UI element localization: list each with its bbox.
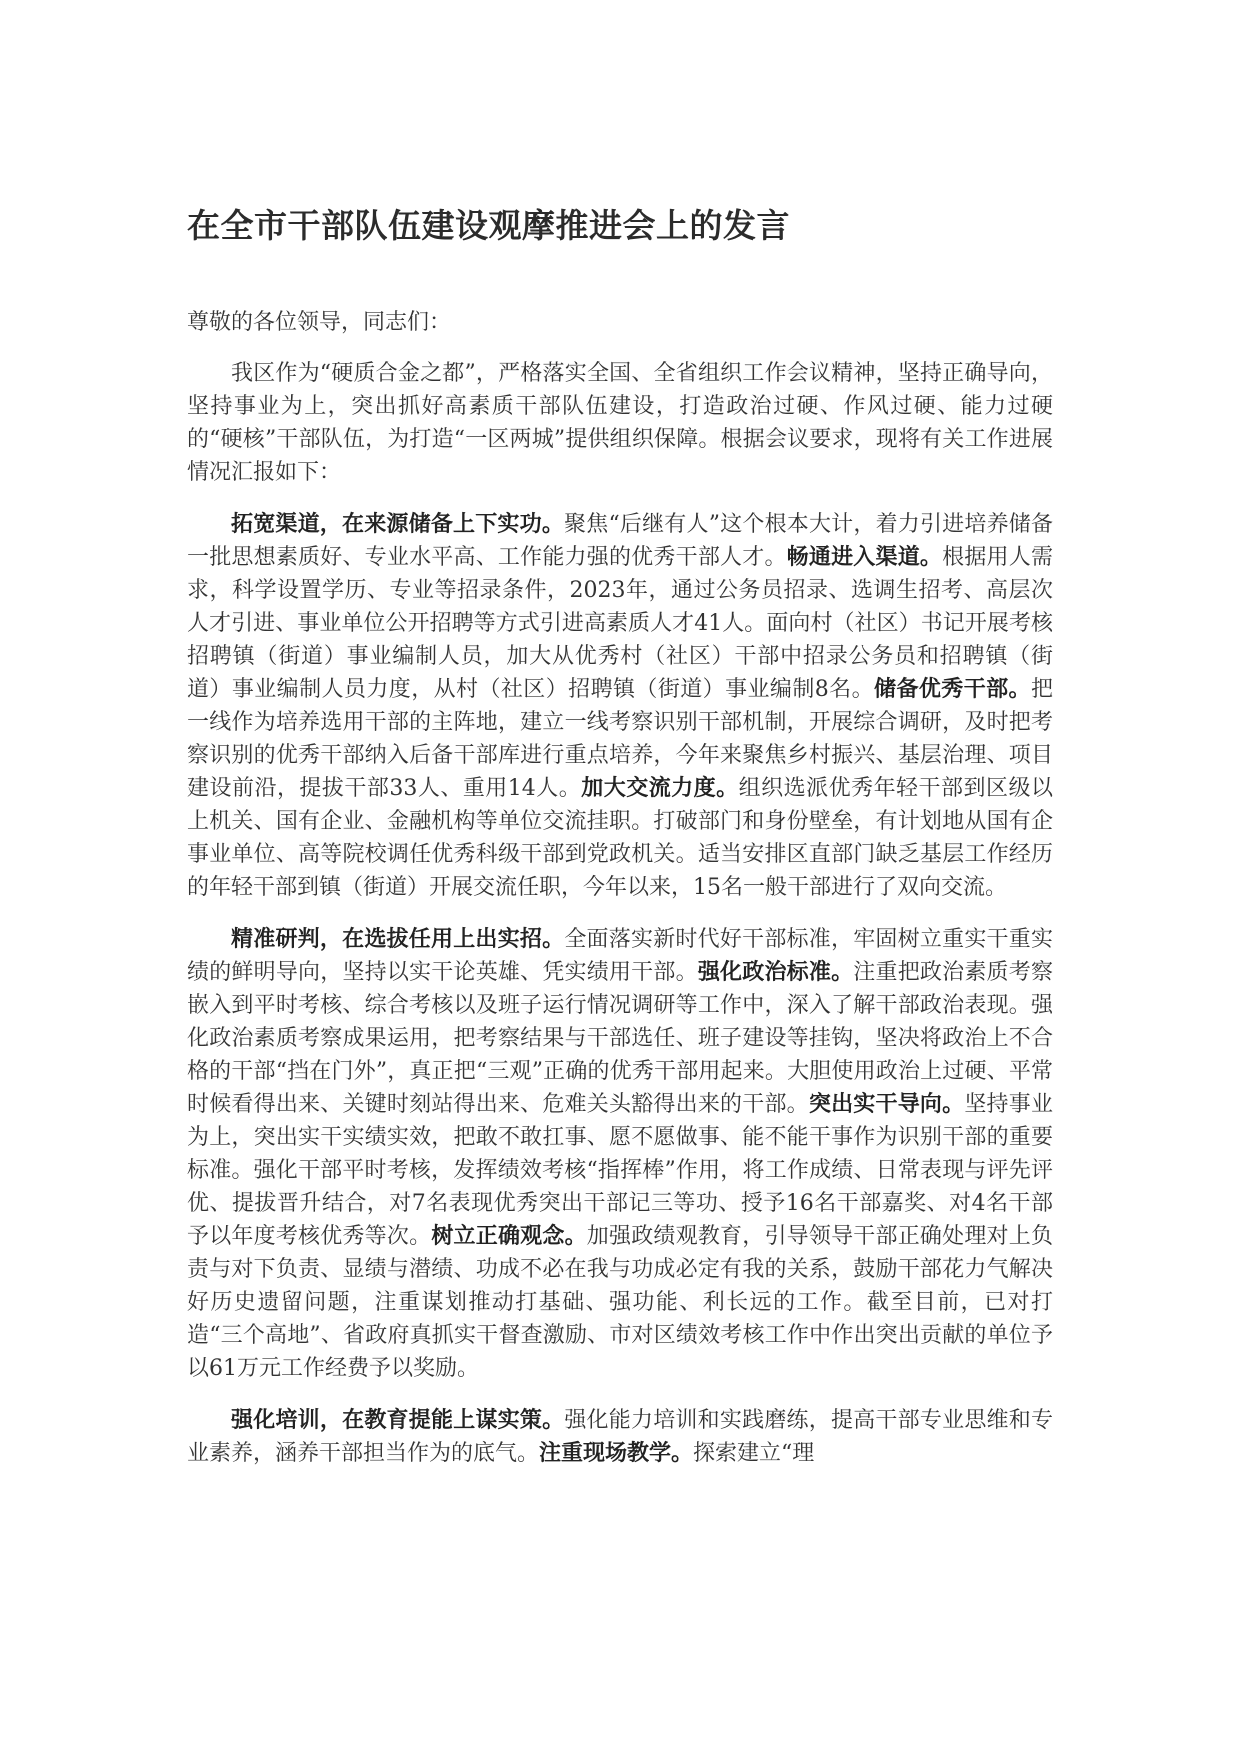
document-body — [187, 306, 1053, 1489]
section-paragraph-2 — [187, 923, 1053, 1385]
section-paragraph-3 — [187, 1404, 1053, 1470]
salutation: 尊敬的各位领导，同志们： — [187, 310, 452, 335]
point-heading: 加大交流力度。 — [581, 776, 739, 801]
point-heading: 储备优秀干部。 — [874, 677, 1031, 702]
section-lead: 聚焦“后继有人”这个根本大计，着力引进培养储备一批思想素质好、专业水平高、工作能力强的优秀干部人才。 — [187, 512, 1053, 570]
point-text: 探索建立“理 — [693, 1441, 815, 1466]
point-heading: 强化政治标准。 — [697, 960, 854, 985]
point-heading: 注重现场教学。 — [539, 1441, 694, 1466]
point-text: 注重把政治素质考察嵌入到平时考核、综合考核以及班子运行情况调研等工作中，深入了解干部政治表现。强化政治素质考察成果运用，把考察结果与干部选任、班子建设等挂钩，坚决将政治上不合格的干部“挡在门外”，真正把“三观”正确的优秀干部用起来。大胆使用政治上过硬、平常时候看得出来、关键时刻站得出来、危难关头豁得出来的干部。 — [187, 960, 1053, 1117]
intro-paragraph: 我区作为“硬质合金之都”，严格落实全国、全省组织工作会议精神，坚持正确导向，坚持事业为上，突出抓好高素质干部队伍建设，打造政治过硬、作风过硬、能力过硬的“硬核”干部队伍，为打造“一区两城”提供组织保障。根据会议要求，现将有关工作进展情况汇报如下： — [187, 361, 1053, 485]
section-heading: 拓宽渠道，在来源储备上下实功。 — [231, 512, 565, 537]
point-heading: 畅通进入渠道。 — [786, 545, 943, 570]
point-text: 把一线作为培养选用干部的主阵地，建立一线考察识别干部机制，开展综合调研，及时把考察识别的优秀干部纳入后备干部库进行重点培养，今年来聚焦乡村振兴、基层治理、项目建设前沿，提拔干部33人、重用14人。 — [187, 677, 1053, 801]
section-lead: 全面落实新时代好干部标准，牢固树立重实干重实绩的鲜明导向，坚持以实干论英雄、凭实绩用干部。 — [187, 927, 1053, 985]
section-paragraph-1 — [187, 508, 1053, 904]
point-text: 坚持事业为上，突出实干实绩实效，把敢不敢扛事、愿不愿做事、能不能干事作为识别干部的重要标准。强化干部平时考核，发挥绩效考核“指挥棒”作用，将工作成绩、日常表现与评先评优、提拔晋升结合，对7名表现优秀突出干部记三等功、授予16名干部嘉奖、对4名干部予以年度考核优秀等次。 — [187, 1092, 1053, 1249]
point-text: 组织选派优秀年轻干部到区级以上机关、国有企业、金融机构等单位交流挂职。打破部门和身份壁垒，有计划地从国有企事业单位、高等院校调任优秀科级干部到党政机关。适当安排区直部门缺乏基层工作经历的年轻干部到镇（街道）开展交流任职，今年以来，15名一般干部进行了双向交流。 — [187, 776, 1053, 900]
section-heading: 精准研判，在选拔任用上出实招。 — [231, 927, 565, 952]
point-text: 根据用人需求，科学设置学历、专业等招录条件，2023年，通过公务员招录、选调生招考、高层次人才引进、事业单位公开招聘等方式引进高素质人才41人。面向村（社区）书记开展考核招聘镇（街道）事业编制人员，加大从优秀村（社区）干部中招录公务员和招聘镇（街道）事业编制人员力度，从村（社区）招聘镇（街道）事业编制8名。 — [187, 545, 1053, 702]
point-heading: 树立正确观念。 — [431, 1224, 587, 1249]
section-lead: 强化能力培训和实践磨练，提高干部专业思维和专业素养，涵养干部担当作为的底气。 — [187, 1408, 1053, 1466]
document-title: 在全市干部队伍建设观摩推进会上的发言 — [187, 206, 790, 245]
point-heading: 突出实干导向。 — [808, 1092, 965, 1117]
point-text: 加强政绩观教育，引导领导干部正确处理对上负责与对下负责、显绩与潜绩、功成不必在我与功成必定有我的关系，鼓励干部花力气解决好历史遗留问题，注重谋划推动打基础、强功能、利长远的工作。截至目前，已对打造“三个高地”、省政府真抓实干督查激励、市对区绩效考核工作中作出突出贡献的单位予以61万元工作经费予以奖励。 — [187, 1224, 1053, 1381]
section-heading: 强化培训，在教育提能上谋实策。 — [231, 1408, 565, 1433]
